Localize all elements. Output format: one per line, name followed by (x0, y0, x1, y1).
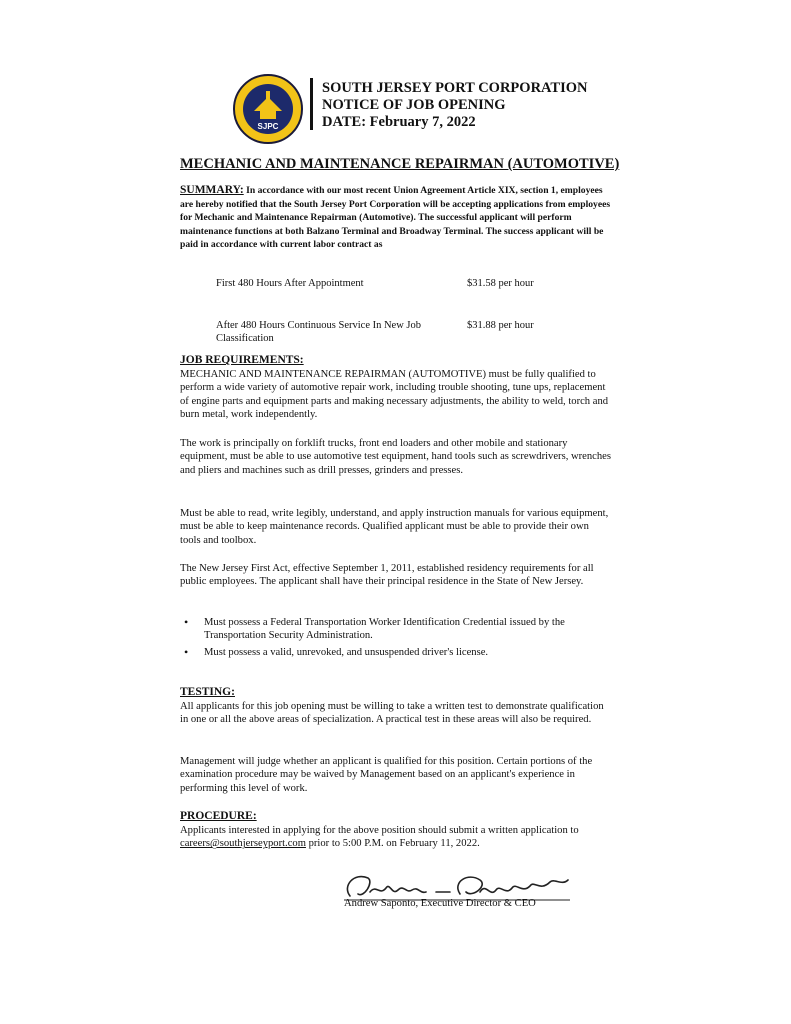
notice-title: NOTICE OF JOB OPENING (322, 97, 506, 113)
pay-row-2-desc: After 480 Hours Continuous Service In New Job Classification (216, 320, 422, 344)
job-title: MECHANIC AND MAINTENANCE REPAIRMAN (AUTOMOTIVE) (180, 156, 620, 172)
requirements-list (180, 616, 612, 662)
header-block (322, 80, 588, 131)
header-divider (310, 78, 313, 130)
svg-text:SJPC: SJPC (257, 122, 279, 131)
pay-row-2-rate: $31.88 per hour (467, 320, 534, 331)
list-item: • Must possess a valid, unrevoked, and unsuspended driver's license. (180, 646, 612, 659)
notice-date: DATE: February 7, 2022 (322, 114, 476, 130)
signatory-name: Andrew Saponto, Executive Director & CEO (344, 898, 536, 909)
org-name: SOUTH JERSEY PORT CORPORATION (322, 80, 588, 96)
requirements-heading: JOB REQUIREMENTS: (180, 354, 304, 366)
list-item: • Must possess a Federal Transportation Worker Identification Credential issued by the Transportation Security Administration. (180, 616, 612, 643)
pay-row-1-rate: $31.58 per hour (467, 278, 534, 289)
sjpc-logo (232, 73, 304, 145)
summary-label: SUMMARY: (180, 184, 244, 196)
requirements-paragraph-3: Must be able to read, write legibly, understand, and apply instruction manuals for various equipment, must be able to keep maintenance records. Qualified applicant must be able to provide their own tools and toolbox. (180, 508, 609, 546)
testing-paragraph-2: Management will judge whether an applicant is qualified for this position. Certain portions of the examination procedure may be waived by Management based on an applicant's experience in performing this level of work. (180, 756, 593, 794)
procedure-heading: PROCEDURE: (180, 810, 257, 822)
procedure-paragraph (180, 824, 612, 851)
testing-heading: TESTING: (180, 686, 235, 698)
procedure-text: Applicants interested in applying for the above position should submit a written application to (180, 825, 579, 836)
residency-paragraph: The New Jersey First Act, effective September 1, 2011, established residency requirements for all public employees. The applicant shall have their principal residence in the State of New Jersey. (180, 563, 594, 588)
requirements-paragraph-2: The work is principally on forklift trucks, front end loaders and other mobile and stationary equipment, must be able to use automotive test equipment, hand tools such as screwdrivers, wrenches and pliers and machines such as drill presses, grinders and presses. (180, 438, 612, 476)
careers-email-link[interactable]: careers@southjerseyport.com (180, 838, 306, 850)
procedure-deadline: prior to 5:00 P.M. on February 11, 2022. (305, 838, 480, 850)
testing-paragraph-1: All applicants for this job opening must be willing to take a written test to demonstrate qualification in one or all the above areas of specialization. A practical test in these areas will also be required. (180, 701, 604, 726)
summary (180, 184, 612, 252)
summary-text: In accordance with our most recent Union Agreement Article XIX, section 1, employees are hereby notified that the South Jersey Port Corporation will be accepting applications from employees for Mechanic and Maintenance Repairman (Automotive). The successful applicant will perform maintenance functions at both Balzano Terminal and Broadway Terminal. The success applicant will be paid in accordance with current labor contract as (180, 185, 611, 250)
pay-row-1-desc: First 480 Hours After Appointment (216, 278, 364, 289)
requirements-paragraph-1: MECHANIC AND MAINTENANCE REPAIRMAN (AUTOMOTIVE) must be fully qualified to perform a wide variety of automotive repair work, including trouble shooting, tune ups, replacement of engine parts and equipment parts and making necessary adjustments, the ability to weld, torch and burn metal, work independently. (180, 369, 609, 421)
